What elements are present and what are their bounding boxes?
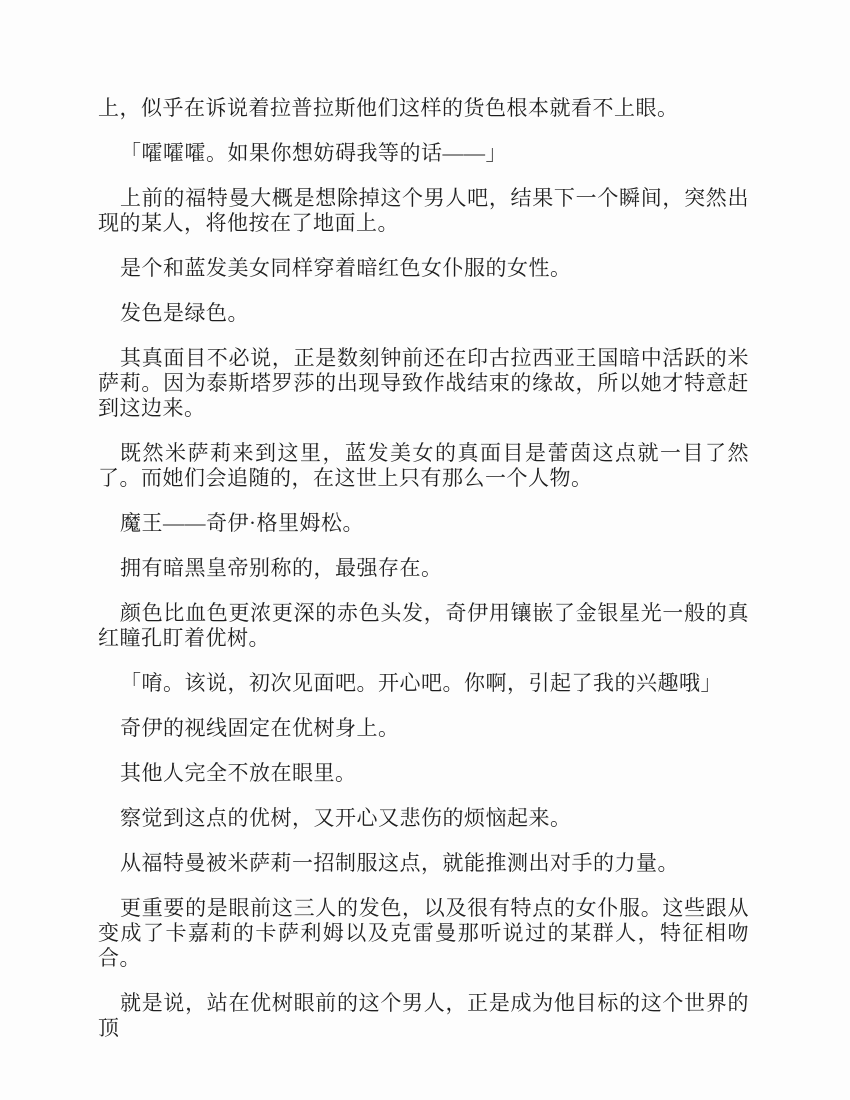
paragraph: 既然米萨莉来到这里，蓝发美女的真面目是蕾茵这点就一目了然了。而她们会追随的，在这世上只有那么一个人物。 (98, 441, 749, 490)
paragraph: 发色是绿色。 (120, 301, 249, 325)
paragraph: 其他人完全不放在眼里。 (120, 761, 357, 785)
paragraph: 从福特曼被米萨莉一招制服这点，就能推测出对手的力量。 (120, 851, 679, 875)
paragraph: 察觉到这点的优树，又开心又悲伤的烦恼起来。 (120, 806, 572, 830)
paragraph: 上前的福特曼大概是想除掉这个男人吧，结果下一个瞬间，突然出现的某人，将他按在了地面上。 (98, 186, 749, 235)
paragraph: 更重要的是眼前这三人的发色，以及很有特点的女仆服。这些跟从变成了卡嘉莉的卡萨利姆以及克雷曼那听说过的某群人，特征相吻合。 (98, 896, 749, 970)
paragraph: 拥有暗黑皇帝别称的，最强存在。 (120, 556, 443, 580)
paragraph-dialogue: 「唷。该说，初次见面吧。开心吧。你啊，引起了我的兴趣哦」 (120, 671, 722, 695)
paragraph-continuation: 上，似乎在诉说着拉普拉斯他们这样的货色根本就看不上眼。 (98, 96, 679, 120)
paragraph: 奇伊的视线固定在优树身上。 (120, 716, 400, 740)
paragraph: 其真面目不必说，正是数刻钟前还在印古拉西亚王国暗中活跃的米萨莉。因为泰斯塔罗莎的出现导致作战结束的缘故，所以她才特意赶到这边来。 (98, 346, 749, 420)
paragraph-dialogue: 「嚯嚯嚯。如果你想妨碍我等的话——」 (120, 141, 507, 165)
paragraph: 魔王——奇伊·格里姆松。 (120, 511, 364, 535)
paragraph: 是个和蓝发美女同样穿着暗红色女仆服的女性。 (120, 256, 572, 280)
paragraph: 颜色比血色更浓更深的赤色头发，奇伊用镶嵌了金银星光一般的真红瞳孔盯着优树。 (98, 601, 749, 650)
paragraph: 就是说，站在优树眼前的这个男人，正是成为他目标的这个世界的顶 (98, 991, 749, 1040)
